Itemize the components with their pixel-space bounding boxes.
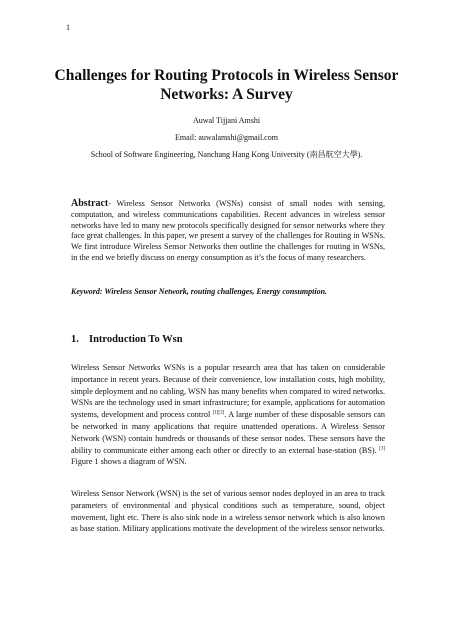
abstract bbox=[71, 199, 385, 264]
section-title: Introduction To Wsn bbox=[89, 334, 183, 345]
citation-reference: [3] bbox=[379, 445, 385, 451]
author-affiliation: School of Software Engineering, Nanchang Hang Kong University (南昌航空大學). bbox=[90, 150, 363, 159]
abstract-label: Abstract bbox=[71, 198, 109, 209]
intro-paragraph-1 bbox=[71, 362, 385, 468]
paragraph-text: Wireless Sensor Networks WSNs is a popular research area that has taken on considerable importance in recent years. Because of their convenience, low installation costs, high mobility, simple deployment and no cabling, WSN has many benefits when compared to wired networks. WSNs are the technology used in smart infrastructure; for example, applications for automation systems, development and process control bbox=[71, 363, 385, 420]
author-name: Auwal Tijjani Amshi bbox=[192, 116, 261, 125]
paper-title: Challenges for Routing Protocols in Wireless Sensor Networks: A Survey bbox=[54, 67, 399, 103]
page-number: 1 bbox=[66, 23, 70, 32]
abstract-text: - Wireless Sensor Networks (WSNs) consist of small nodes with sensing, computation, and wireless communications capabilities. Recent advances in wireless sensor networks have led to many new protocols specifically designed for sensor networks where they face great challenges. In this paper, we present a survey of the challenges for Routing in WSNs. We first introduce Wireless Sensor Networks then outline the challenges for routing in WSNs, in the end we briefly discuss on energy consumption as it’s the focus of many researchers. bbox=[71, 199, 385, 262]
citation-reference: [1][2] bbox=[212, 410, 225, 416]
paragraph-text: Figure 1 shows a diagram of WSN. bbox=[71, 457, 187, 467]
paragraph-text: . A large number of these disposable sensors can be networked in many applications that require unattended operations. A Wireless Sensor Network (WSN) contain hundreds or thousands of these sensor nodes. These sensors have the ability to communicate either among each other or directly to an external base-station (BS). bbox=[71, 410, 385, 455]
author-email: Email: auwalamshi@gmail.com bbox=[175, 133, 278, 142]
intro-paragraph-2: Wireless Sensor Network (WSN) is the set of various sensor nodes deployed in an area to track parameters of environmental and physical conditions such as temperature, sound, object movement, light etc. There is also sink node in a wireless sensor network which is also known as base station. Military applications motivate the development of the wireless sensor networks. bbox=[71, 489, 385, 534]
section-heading bbox=[71, 334, 183, 345]
section-number: 1. bbox=[71, 334, 79, 345]
keywords: Keyword: Wireless Sensor Network, routing challenges, Energy consumption. bbox=[71, 287, 328, 296]
